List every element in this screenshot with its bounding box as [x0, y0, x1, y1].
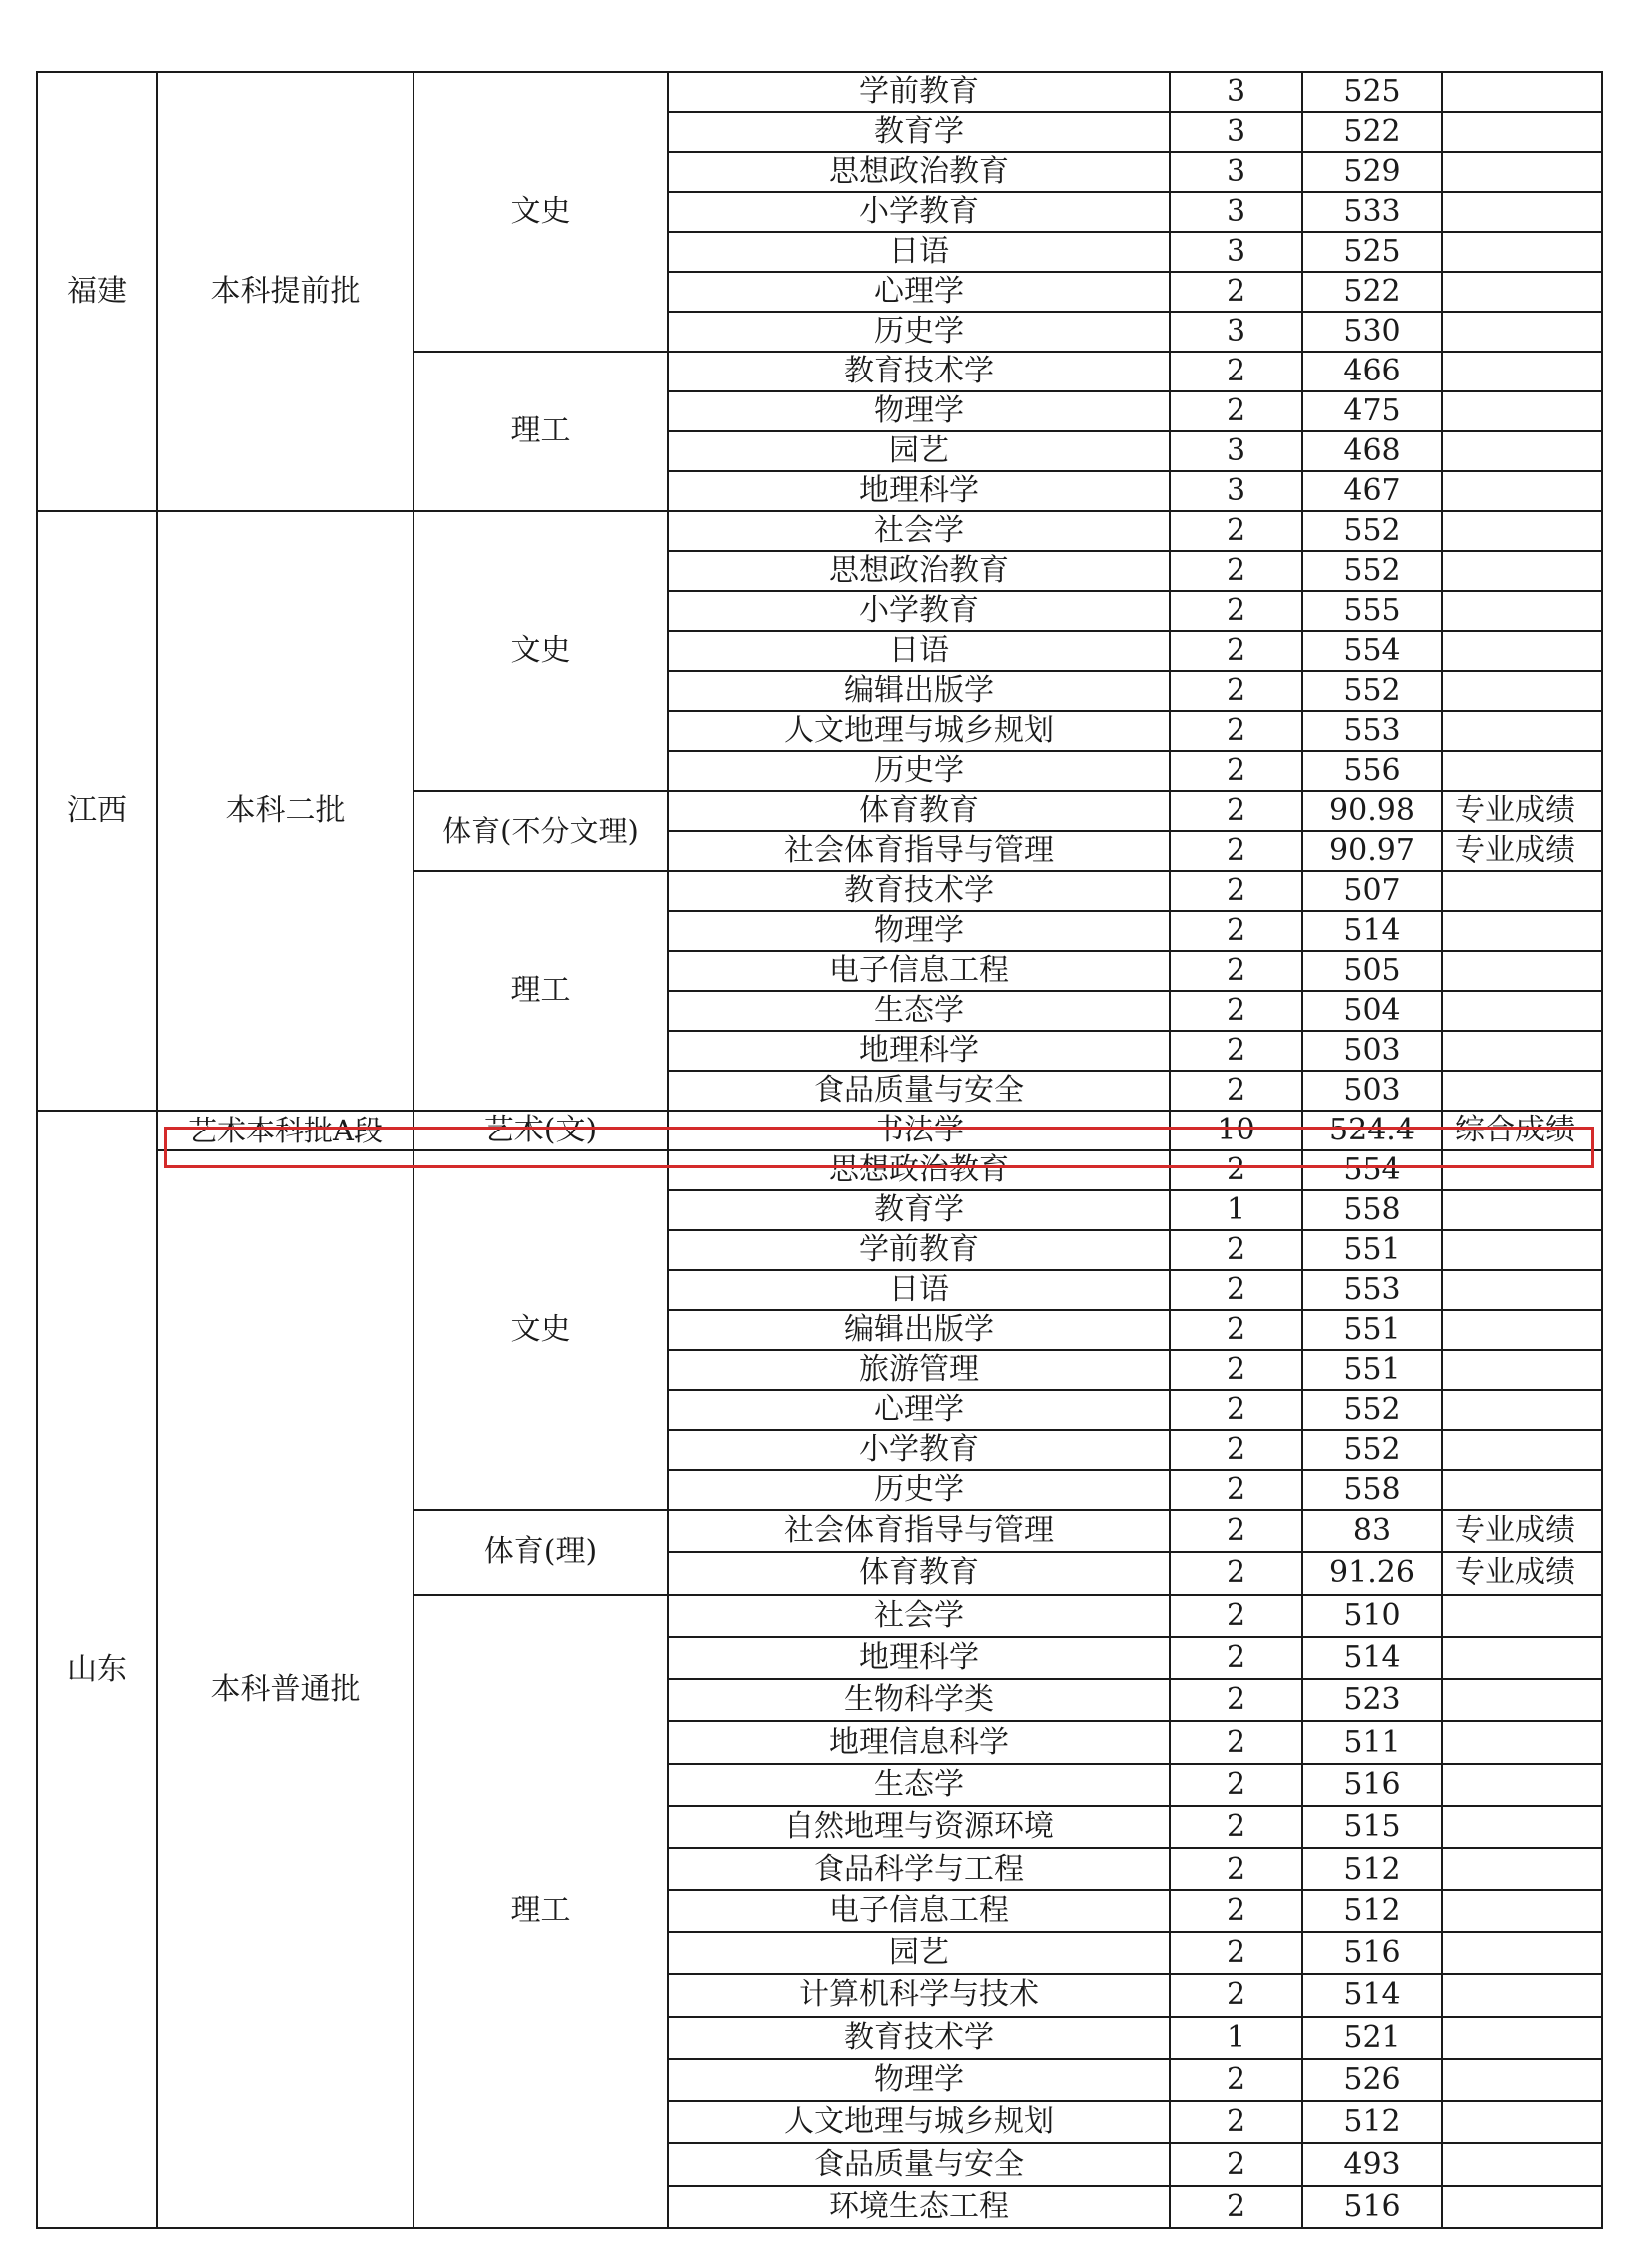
- plan-count-cell: 2: [1170, 831, 1302, 871]
- note-cell: [1442, 511, 1602, 551]
- major-cell: 地理科学: [668, 471, 1170, 511]
- table-row: [37, 72, 1602, 112]
- note-cell: [1442, 551, 1602, 591]
- min-score-cell: 553: [1302, 1270, 1442, 1310]
- min-score-cell: 524.4: [1302, 1111, 1442, 1150]
- note-cell: [1442, 1764, 1602, 1806]
- province-cell: 山东: [37, 1111, 157, 2228]
- note-cell: [1442, 152, 1602, 192]
- note-cell: [1442, 112, 1602, 152]
- major-cell: 小学教育: [668, 192, 1170, 232]
- note-cell: 专业成绩: [1442, 1510, 1602, 1552]
- min-score-cell: 525: [1302, 72, 1442, 112]
- major-cell: 日语: [668, 1270, 1170, 1310]
- note-cell: [1442, 951, 1602, 991]
- major-cell: 园艺: [668, 431, 1170, 471]
- min-score-cell: 516: [1302, 1764, 1442, 1806]
- plan-count-cell: 2: [1170, 2143, 1302, 2185]
- min-score-cell: 553: [1302, 711, 1442, 751]
- min-score-cell: 522: [1302, 112, 1442, 152]
- major-cell: 教育学: [668, 1190, 1170, 1230]
- note-cell: [1442, 232, 1602, 272]
- batch-cell: 本科提前批: [157, 72, 413, 511]
- table-row: [37, 1111, 1602, 1150]
- min-score-cell: 83: [1302, 1510, 1442, 1552]
- note-cell: [1442, 911, 1602, 951]
- major-cell: 生态学: [668, 1764, 1170, 1806]
- major-cell: 电子信息工程: [668, 1890, 1170, 1932]
- province-cell: 江西: [37, 511, 157, 1111]
- plan-count-cell: 3: [1170, 431, 1302, 471]
- plan-count-cell: 2: [1170, 1552, 1302, 1594]
- plan-count-cell: 2: [1170, 991, 1302, 1031]
- plan-count-cell: 2: [1170, 1350, 1302, 1390]
- min-score-cell: 511: [1302, 1721, 1442, 1763]
- plan-count-cell: 2: [1170, 1470, 1302, 1510]
- min-score-cell: 525: [1302, 232, 1442, 272]
- note-cell: [1442, 312, 1602, 352]
- major-cell: 心理学: [668, 1390, 1170, 1430]
- major-cell: 教育学: [668, 112, 1170, 152]
- min-score-cell: 516: [1302, 1932, 1442, 1974]
- major-cell: 食品科学与工程: [668, 1848, 1170, 1889]
- table-row: [37, 511, 1602, 551]
- plan-count-cell: 2: [1170, 671, 1302, 711]
- plan-count-cell: 2: [1170, 1510, 1302, 1552]
- min-score-cell: 526: [1302, 2059, 1442, 2101]
- plan-count-cell: 2: [1170, 1890, 1302, 1932]
- note-cell: 专业成绩: [1442, 791, 1602, 831]
- min-score-cell: 529: [1302, 152, 1442, 192]
- plan-count-cell: 2: [1170, 1848, 1302, 1889]
- note-cell: [1442, 711, 1602, 751]
- note-cell: [1442, 272, 1602, 312]
- note-cell: [1442, 72, 1602, 112]
- plan-count-cell: 2: [1170, 1806, 1302, 1848]
- category-cell: 理工: [413, 1595, 668, 2228]
- note-cell: [1442, 1031, 1602, 1071]
- min-score-cell: 512: [1302, 1890, 1442, 1932]
- note-cell: [1442, 751, 1602, 791]
- note-cell: [1442, 1310, 1602, 1350]
- plan-count-cell: 3: [1170, 192, 1302, 232]
- batch-cell: 艺术本科批A段: [157, 1111, 413, 1150]
- min-score-cell: 551: [1302, 1310, 1442, 1350]
- min-score-cell: 505: [1302, 951, 1442, 991]
- plan-count-cell: 2: [1170, 951, 1302, 991]
- min-score-cell: 512: [1302, 2101, 1442, 2143]
- category-cell: 文史: [413, 1150, 668, 1510]
- plan-count-cell: 2: [1170, 631, 1302, 671]
- note-cell: [1442, 1350, 1602, 1390]
- min-score-cell: 558: [1302, 1470, 1442, 1510]
- min-score-cell: 552: [1302, 511, 1442, 551]
- plan-count-cell: 3: [1170, 232, 1302, 272]
- note-cell: [1442, 1150, 1602, 1190]
- note-cell: [1442, 2101, 1602, 2143]
- major-cell: 历史学: [668, 312, 1170, 352]
- note-cell: [1442, 2059, 1602, 2101]
- plan-count-cell: 2: [1170, 1764, 1302, 1806]
- major-cell: 人文地理与城乡规划: [668, 2101, 1170, 2143]
- plan-count-cell: 3: [1170, 471, 1302, 511]
- min-score-cell: 554: [1302, 631, 1442, 671]
- plan-count-cell: 2: [1170, 551, 1302, 591]
- note-cell: [1442, 192, 1602, 232]
- min-score-cell: 558: [1302, 1190, 1442, 1230]
- plan-count-cell: 3: [1170, 72, 1302, 112]
- major-cell: 电子信息工程: [668, 951, 1170, 991]
- admission-score-table: [36, 71, 1603, 2229]
- major-cell: 物理学: [668, 911, 1170, 951]
- note-cell: [1442, 391, 1602, 431]
- major-cell: 小学教育: [668, 1430, 1170, 1470]
- major-cell: 学前教育: [668, 72, 1170, 112]
- major-cell: 生态学: [668, 991, 1170, 1031]
- plan-count-cell: 2: [1170, 1932, 1302, 1974]
- category-cell: 体育(理): [413, 1510, 668, 1595]
- plan-count-cell: 2: [1170, 1230, 1302, 1270]
- major-cell: 编辑出版学: [668, 671, 1170, 711]
- major-cell: 日语: [668, 232, 1170, 272]
- plan-count-cell: 1: [1170, 2017, 1302, 2059]
- major-cell: 教育技术学: [668, 352, 1170, 391]
- min-score-cell: 514: [1302, 1637, 1442, 1679]
- min-score-cell: 530: [1302, 312, 1442, 352]
- note-cell: [1442, 671, 1602, 711]
- note-cell: 专业成绩: [1442, 1552, 1602, 1594]
- major-cell: 物理学: [668, 391, 1170, 431]
- min-score-cell: 515: [1302, 1806, 1442, 1848]
- plan-count-cell: 2: [1170, 751, 1302, 791]
- plan-count-cell: 2: [1170, 272, 1302, 312]
- note-cell: [1442, 1721, 1602, 1763]
- note-cell: [1442, 1071, 1602, 1111]
- category-cell: 体育(不分文理): [413, 791, 668, 871]
- plan-count-cell: 2: [1170, 1430, 1302, 1470]
- plan-count-cell: 2: [1170, 791, 1302, 831]
- major-cell: 社会体育指导与管理: [668, 1510, 1170, 1552]
- min-score-cell: 90.97: [1302, 831, 1442, 871]
- major-cell: 历史学: [668, 751, 1170, 791]
- min-score-cell: 91.26: [1302, 1552, 1442, 1594]
- plan-count-cell: 2: [1170, 1721, 1302, 1763]
- major-cell: 日语: [668, 631, 1170, 671]
- note-cell: [1442, 1390, 1602, 1430]
- major-cell: 学前教育: [668, 1230, 1170, 1270]
- note-cell: [1442, 471, 1602, 511]
- plan-count-cell: 2: [1170, 1595, 1302, 1637]
- note-cell: [1442, 2017, 1602, 2059]
- note-cell: [1442, 991, 1602, 1031]
- min-score-cell: 503: [1302, 1071, 1442, 1111]
- major-cell: 教育技术学: [668, 871, 1170, 911]
- min-score-cell: 551: [1302, 1230, 1442, 1270]
- category-cell: 理工: [413, 352, 668, 511]
- major-cell: 书法学: [668, 1111, 1170, 1150]
- major-cell: 计算机科学与技术: [668, 1974, 1170, 2016]
- major-cell: 食品质量与安全: [668, 2143, 1170, 2185]
- min-score-cell: 466: [1302, 352, 1442, 391]
- note-cell: [1442, 1890, 1602, 1932]
- note-cell: [1442, 2143, 1602, 2185]
- plan-count-cell: 1: [1170, 1190, 1302, 1230]
- category-cell: 理工: [413, 871, 668, 1111]
- note-cell: 综合成绩: [1442, 1111, 1602, 1150]
- major-cell: 历史学: [668, 1470, 1170, 1510]
- plan-count-cell: 2: [1170, 1270, 1302, 1310]
- note-cell: [1442, 1637, 1602, 1679]
- plan-count-cell: 3: [1170, 312, 1302, 352]
- min-score-cell: 552: [1302, 671, 1442, 711]
- min-score-cell: 507: [1302, 871, 1442, 911]
- note-cell: [1442, 591, 1602, 631]
- plan-count-cell: 2: [1170, 2186, 1302, 2228]
- note-cell: [1442, 1270, 1602, 1310]
- major-cell: 地理科学: [668, 1031, 1170, 1071]
- plan-count-cell: 2: [1170, 1071, 1302, 1111]
- min-score-cell: 533: [1302, 192, 1442, 232]
- note-cell: [1442, 1974, 1602, 2016]
- major-cell: 心理学: [668, 272, 1170, 312]
- min-score-cell: 556: [1302, 751, 1442, 791]
- plan-count-cell: 2: [1170, 2059, 1302, 2101]
- plan-count-cell: 2: [1170, 911, 1302, 951]
- note-cell: [1442, 1806, 1602, 1848]
- min-score-cell: 521: [1302, 2017, 1442, 2059]
- min-score-cell: 552: [1302, 1390, 1442, 1430]
- note-cell: [1442, 1230, 1602, 1270]
- note-cell: [1442, 1932, 1602, 1974]
- batch-cell: 本科普通批: [157, 1150, 413, 2228]
- min-score-cell: 493: [1302, 2143, 1442, 2185]
- major-cell: 小学教育: [668, 591, 1170, 631]
- plan-count-cell: 2: [1170, 1679, 1302, 1721]
- min-score-cell: 504: [1302, 991, 1442, 1031]
- major-cell: 教育技术学: [668, 2017, 1170, 2059]
- min-score-cell: 552: [1302, 1430, 1442, 1470]
- major-cell: 旅游管理: [668, 1350, 1170, 1390]
- major-cell: 体育教育: [668, 791, 1170, 831]
- note-cell: [1442, 431, 1602, 471]
- batch-cell: 本科二批: [157, 511, 413, 1111]
- major-cell: 自然地理与资源环境: [668, 1806, 1170, 1848]
- min-score-cell: 514: [1302, 1974, 1442, 2016]
- category-cell: 文史: [413, 72, 668, 352]
- category-cell: 文史: [413, 511, 668, 791]
- plan-count-cell: 2: [1170, 871, 1302, 911]
- plan-count-cell: 2: [1170, 1031, 1302, 1071]
- min-score-cell: 523: [1302, 1679, 1442, 1721]
- plan-count-cell: 2: [1170, 1150, 1302, 1190]
- major-cell: 食品质量与安全: [668, 1071, 1170, 1111]
- min-score-cell: 468: [1302, 431, 1442, 471]
- plan-count-cell: 3: [1170, 152, 1302, 192]
- major-cell: 编辑出版学: [668, 1310, 1170, 1350]
- province-cell: 福建: [37, 72, 157, 511]
- plan-count-cell: 2: [1170, 591, 1302, 631]
- min-score-cell: 90.98: [1302, 791, 1442, 831]
- plan-count-cell: 3: [1170, 112, 1302, 152]
- note-cell: [1442, 871, 1602, 911]
- min-score-cell: 512: [1302, 1848, 1442, 1889]
- plan-count-cell: 10: [1170, 1111, 1302, 1150]
- plan-count-cell: 2: [1170, 2101, 1302, 2143]
- major-cell: 思想政治教育: [668, 1150, 1170, 1190]
- category-cell: 艺术(文): [413, 1111, 668, 1150]
- plan-count-cell: 2: [1170, 391, 1302, 431]
- major-cell: 地理科学: [668, 1637, 1170, 1679]
- plan-count-cell: 2: [1170, 1974, 1302, 2016]
- plan-count-cell: 2: [1170, 1310, 1302, 1350]
- min-score-cell: 554: [1302, 1150, 1442, 1190]
- min-score-cell: 503: [1302, 1031, 1442, 1071]
- plan-count-cell: 2: [1170, 352, 1302, 391]
- note-cell: [1442, 2186, 1602, 2228]
- min-score-cell: 551: [1302, 1350, 1442, 1390]
- min-score-cell: 552: [1302, 551, 1442, 591]
- major-cell: 生物科学类: [668, 1679, 1170, 1721]
- plan-count-cell: 2: [1170, 511, 1302, 551]
- note-cell: [1442, 1470, 1602, 1510]
- table-body: [37, 72, 1602, 2228]
- note-cell: [1442, 1848, 1602, 1889]
- major-cell: 物理学: [668, 2059, 1170, 2101]
- note-cell: [1442, 1430, 1602, 1470]
- note-cell: [1442, 1679, 1602, 1721]
- min-score-cell: 467: [1302, 471, 1442, 511]
- major-cell: 社会学: [668, 1595, 1170, 1637]
- note-cell: [1442, 1190, 1602, 1230]
- major-cell: 社会体育指导与管理: [668, 831, 1170, 871]
- min-score-cell: 510: [1302, 1595, 1442, 1637]
- min-score-cell: 475: [1302, 391, 1442, 431]
- major-cell: 思想政治教育: [668, 152, 1170, 192]
- major-cell: 思想政治教育: [668, 551, 1170, 591]
- major-cell: 社会学: [668, 511, 1170, 551]
- plan-count-cell: 2: [1170, 1390, 1302, 1430]
- major-cell: 体育教育: [668, 1552, 1170, 1594]
- plan-count-cell: 2: [1170, 1637, 1302, 1679]
- note-cell: [1442, 1595, 1602, 1637]
- min-score-cell: 514: [1302, 911, 1442, 951]
- min-score-cell: 522: [1302, 272, 1442, 312]
- plan-count-cell: 2: [1170, 711, 1302, 751]
- note-cell: [1442, 352, 1602, 391]
- table-row: [37, 1150, 1602, 1190]
- note-cell: [1442, 631, 1602, 671]
- min-score-cell: 516: [1302, 2186, 1442, 2228]
- major-cell: 人文地理与城乡规划: [668, 711, 1170, 751]
- min-score-cell: 555: [1302, 591, 1442, 631]
- major-cell: 园艺: [668, 1932, 1170, 1974]
- major-cell: 环境生态工程: [668, 2186, 1170, 2228]
- major-cell: 地理信息科学: [668, 1721, 1170, 1763]
- note-cell: 专业成绩: [1442, 831, 1602, 871]
